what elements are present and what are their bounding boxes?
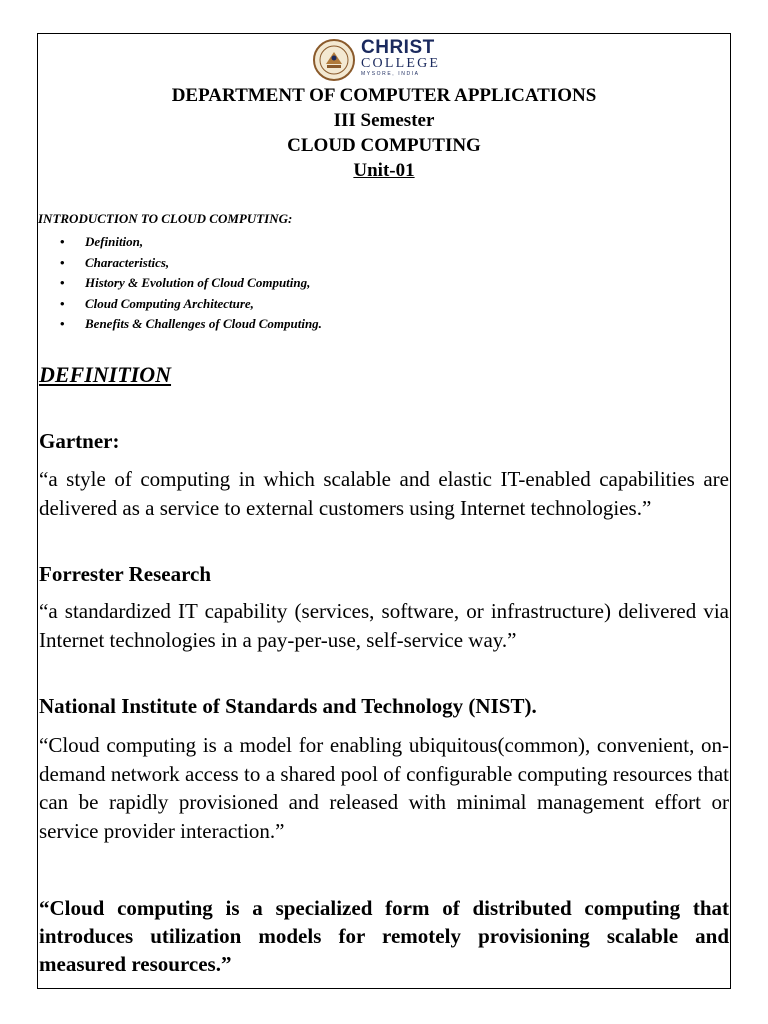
unit-title (37, 159, 731, 183)
summary-definition: “Cloud computing is a specialized form of distributed computing that introduces utilization models for remotely provisioning scalable and measured resources.” (39, 896, 729, 976)
course-title: CLOUD COMPUTING (287, 135, 481, 156)
gartner-definition: “a style of computing in which scalable and elastic IT-enabled capabilities are delivered as a service to external customers using Internet technologies.” (39, 467, 729, 520)
forrester-definition: “a standardized IT capability (services, software, or infrastructure) delivered via Internet technologies in a pay-per-use, self-service way.” (39, 599, 729, 652)
department-title: DEPARTMENT OF COMPUTER APPLICATIONS (171, 85, 597, 106)
nist-title: National Institute of Standards and Technology (NIST). (39, 694, 537, 718)
list-item: • History & Evolution of Cloud Computing, (60, 273, 322, 294)
college-logo (311, 38, 461, 82)
topic-list (60, 232, 322, 335)
semester-title: III Semester (333, 110, 435, 131)
logo-subtitle: COLLEGE (361, 56, 441, 71)
unit-label: Unit-01 (353, 160, 415, 181)
list-item: • Cloud Computing Architecture, (60, 294, 322, 315)
forrester-title: Forrester Research (39, 562, 212, 586)
intro-heading: INTRODUCTION TO CLOUD COMPUTING: (38, 211, 293, 226)
logo-tagline: MYSORE, INDIA (361, 71, 420, 77)
list-item: • Characteristics, (60, 253, 322, 274)
college-seal-icon (311, 38, 357, 82)
definition-heading: DEFINITION (39, 362, 172, 387)
gartner-title: Gartner: (39, 429, 120, 453)
nist-definition: “Cloud computing is a model for enabling ubiquitous(common), convenient, on-demand network access to a shared pool of configurable computing resources that can be rapidly provisioned and released with minimal management effort or service provider interaction.” (39, 733, 729, 843)
list-item: • Benefits & Challenges of Cloud Computing. (60, 314, 322, 335)
list-item: • Definition, (60, 232, 322, 253)
logo-name: CHRIST (361, 37, 435, 58)
